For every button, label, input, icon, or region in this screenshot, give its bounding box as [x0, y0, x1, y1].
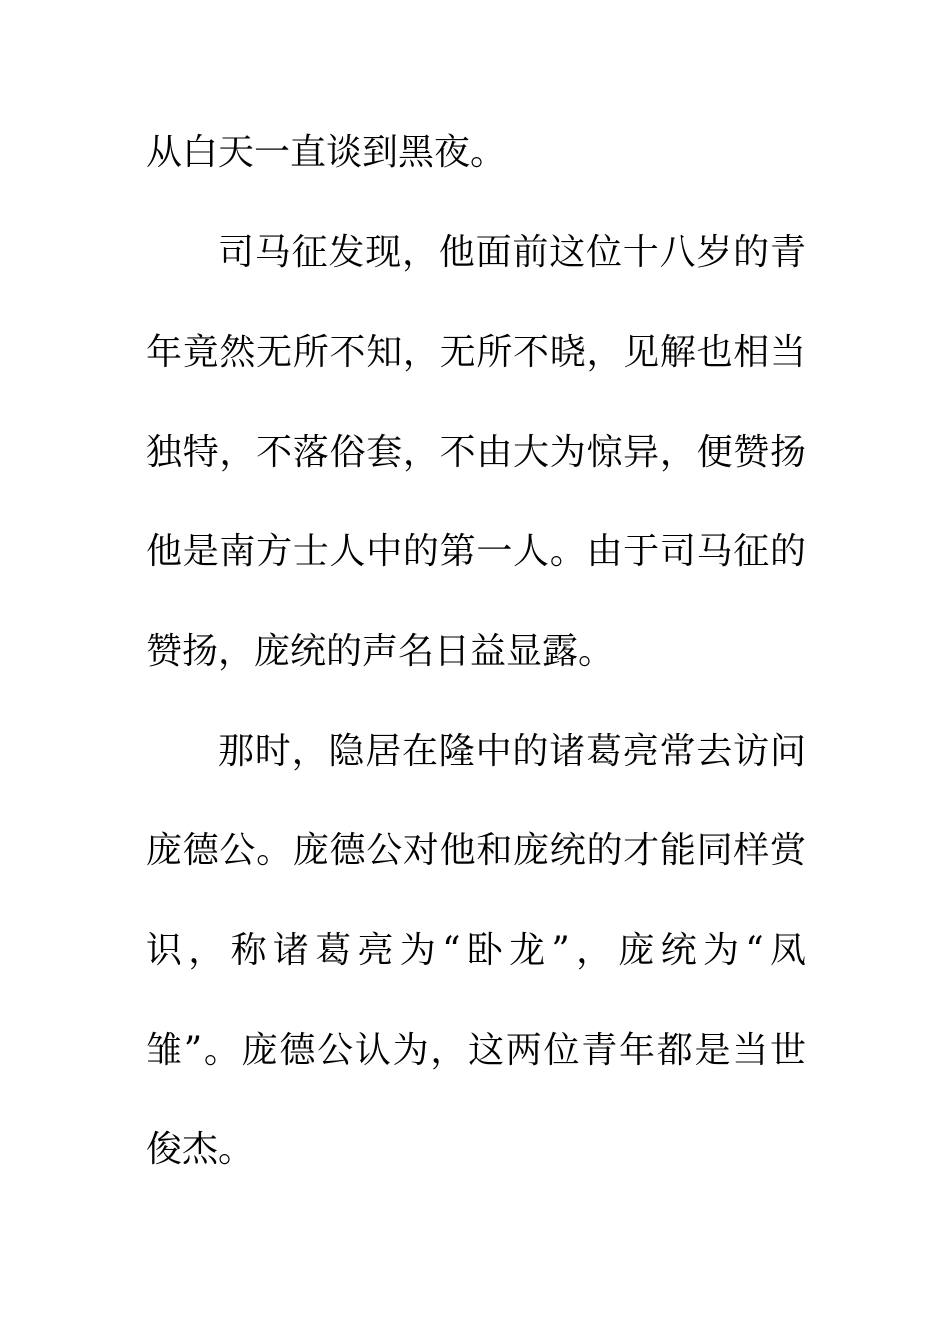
text-line: 年竟然无所不知，无所不晓，见解也相当 [146, 332, 806, 373]
text-line: 那时，隐居在隆中的诸葛亮常去访问 [218, 731, 806, 772]
text-line: 司马征发现，他面前这位十八岁的青 [218, 232, 806, 273]
text-line: 识，称诸葛亮为“卧龙”，庞统为“凤 [146, 930, 806, 971]
text-line: 从白天一直谈到黑夜。 [146, 132, 507, 173]
text-line: 独特，不落俗套，不由大为惊异，便赞扬 [146, 432, 806, 473]
text-line: 雏”。庞德公认为，这两位青年都是当世 [146, 1030, 806, 1071]
text-line: 他是南方士人中的第一人。由于司马征的 [146, 531, 806, 572]
text-line: 赞扬，庞统的声名日益显露。 [146, 631, 615, 672]
text-line: 庞德公。庞德公对他和庞统的才能同样赏 [146, 830, 806, 871]
text-line: 俊杰。 [146, 1129, 255, 1170]
